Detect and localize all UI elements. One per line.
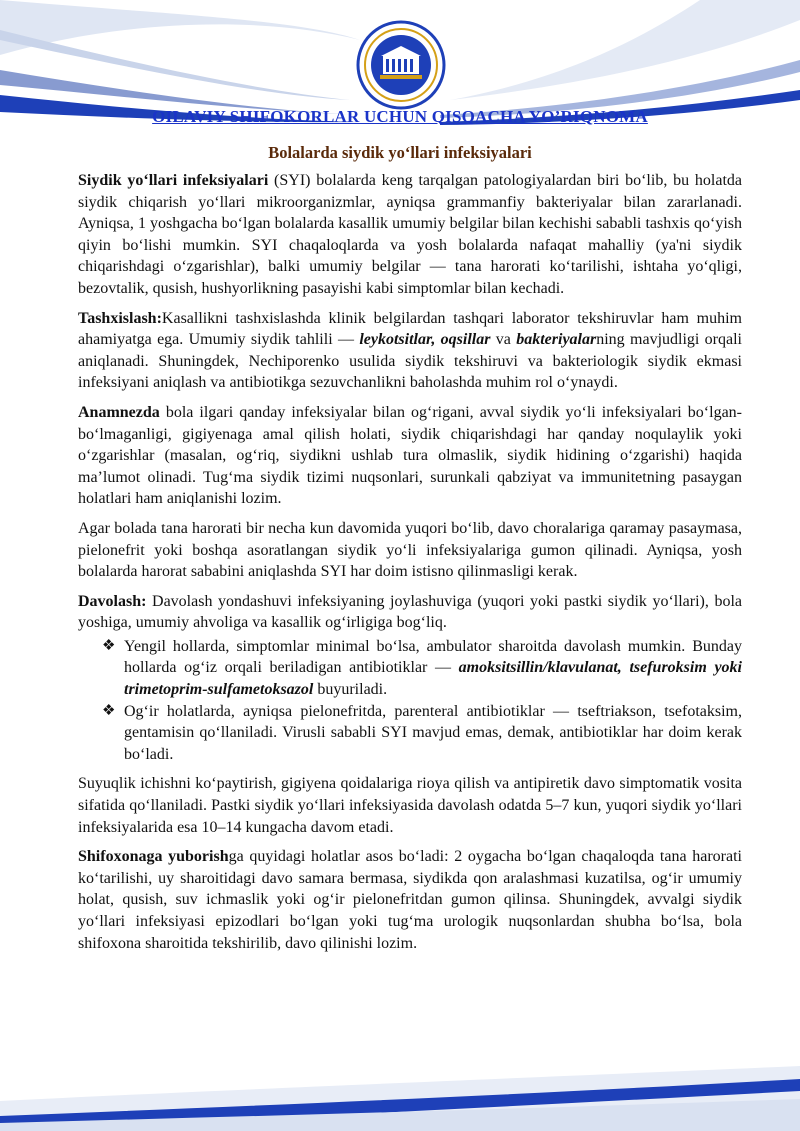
list-item [102,636,742,701]
paragraph-referral [78,846,742,954]
paragraph-text: ga quyidagi holatlar asos bo‘ladi: 2 oygacha bo‘lgan chaqaloqda tana harorati ko‘tarilishi, uy sharoitidagi davo samara bermasa, siydikda qon aralashmasi kuzatilsa, og‘ir umumiy holat, qusish, suv ichmaslik yoki og‘ir pielonefritdan gumon qilinsa. Shuningdek, avvalgi siydik yo‘llari infeksiyasi epizodlari bo‘lgan yoki tug‘ma urologik nuqsonlardan shubha bo‘lsa, bola shifoxona sharoitida tekshirilib, davo qilinishi lozim. [78,848,742,952]
paragraph-lead: Anamnezda [78,403,160,421]
paragraph-text: (SYI) bolalarda keng tarqalgan patologiyalardan biri bo‘lib, bu holatda siydik chiqarish yo‘llari mikroorganizmlar, ayniqsa grammanfiy bakteriyalar bilan zararlanadi. Ayniqsa, 1 yoshgacha bo‘lgan bolalarda kasallik umumiy belgilar bilan kechishi sababli tashxis qo‘yish qiyin bo‘lishi mumkin. SYI chaqaloqlarda va yosh bolalarda nafaqat mahalliy (ya'ni siydik chiqarishdagi o‘zgarishlar), balki umumiy belgilar — tana harorati ko‘tarilishi, ishtaha yo‘qligi, bezovtalik, qusish, hushyorlikning pasayishi kabi simptomlar bilan kechadi. [78,172,742,297]
paragraph-treatment [78,591,742,634]
emphasis-text: bakteriyalar [516,331,597,349]
paragraph-text: Agar bolada tana harorati bir necha kun davomida yuqori bo‘lib, davo choralariga qaramay pasaymasa, pielonefrit yoki boshqa asoratlangan siydik yo‘li infeksiyalariga gumon qilinadi. Ayniqsa, yosh bolalarda harorat sababini aniqlashda SYI har doim istisno qilinmasligi kerak. [78,519,742,581]
emphasis-text: amoksitsillin/klavulanat, tsefuroksim yoki trimetoprim-sulfametoksazol [124,659,742,699]
paragraph-lead: Tashxislash: [78,309,162,327]
paragraph-text: Kasallikni tashxislashda klinik belgilardan tashqari laborator tekshiruvlar ham muhim ahamiyatga ega. Umumiy siydik tahlili — [78,309,742,349]
paragraph-supportive [78,773,742,838]
footer-wave-decoration [0,1061,800,1131]
list-item-text: Yengil hollarda, simptomlar minimal bo‘lsa, ambulator sharoitda davolash mumkin. Bunday hollarda og‘iz orqali beriladigan antibiotiklar — [124,637,742,677]
paragraph-fever [78,518,742,583]
institution-emblem [356,20,446,110]
document-title: OILAVIY SHIFOKORLAR UCHUN QISQACHA YO’RIQNOMA [152,107,648,126]
diamond-bullet-icon: ❖ [102,702,116,719]
paragraph-text: va [490,331,517,349]
list-item [102,701,742,766]
document-subtitle: Bolalarda siydik yo‘llari infeksiyalari [268,143,532,162]
paragraph-anamnesis [78,402,742,510]
paragraph-text: Suyuqlik ichishni ko‘paytirish, gigiyena qoidalariga rioya qilish va antipiretik davo simptomatik vosita sifatida qo‘llaniladi. Pastki siydik yo‘llari infeksiyasida davolash odatda 5–7 kun, yuqori siydik yo‘llari infeksiyalarida esa 10–14 kungacha davom etadi. [78,775,742,836]
list-item-text: Og‘ir holatlarda, ayniqsa pielonefritda, parenteral antibiotiklar — tseftriakson, tsefotaksim, gentamisin qo‘llaniladi. Virusli sababli SYI mavjud emas, demak, antibiotiklar har doim kerak bo‘ladi. [124,702,742,763]
emphasis-text: leykotsitlar, oqsillar [359,331,491,349]
paragraph-text: ning mavjudligi orqali aniqlanadi. Shuningdek, Nechiporenko usulida siydik tekshiruvi va bakteriologik siydik ekmasi infeksiyani aniqlash va antibiotikga sezuvchanlikni baholashda muhim rol o‘ynaydi. [78,331,743,392]
list-item-text: buyuriladi. [313,681,388,699]
treatment-list [78,636,742,766]
paragraph-lead: Siydik yo‘llari infeksiyalari [78,172,269,189]
paragraph-text: Davolash yondashuvi infeksiyaning joylashuviga (yuqori yoki pastki siydik yo‘llari), bola yoshiga, umumiy ahvoliga va kasallik og‘irligiga bog‘liq. [78,592,742,632]
diamond-bullet-icon: ❖ [102,637,116,654]
paragraph-intro [78,170,742,300]
paragraph-lead: Shifoxonaga yuborish [78,848,229,866]
paragraph-lead: Davolash: [78,592,147,610]
paragraph-diagnosis [78,308,742,394]
paragraph-text: bola ilgari qanday infeksiyalar bilan og‘rigani, avval siydik yo‘li infeksiyalari bo‘lgan-bo‘lmaganligi, gigiyenaga amal qilish holati, siydik chiqarishdagi har qanday noqulaylik yoki o‘zgarishlar (masalan, og‘riq, siydikni ushlab tura olmaslik, siydik hidining o‘zgarishi) haqida ma’lumot olinadi. Tug‘ma siydik tizimi nuqsonlari, surunkali qabziyat va immunitetning pasaygan holatlari ham aniqlanishi lozim. [78,403,742,508]
document-body [78,170,742,962]
